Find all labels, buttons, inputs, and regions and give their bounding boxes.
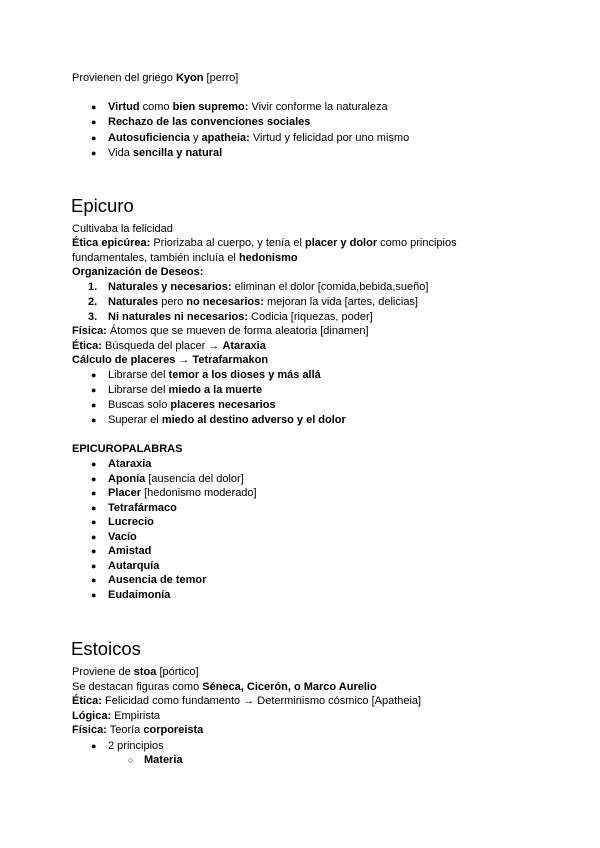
bullet-icon: ●	[91, 385, 97, 395]
sub-list-item: ○ Materia	[128, 754, 183, 766]
list-item: ● Lucrecio	[91, 516, 154, 528]
epicuropalabras-title: EPICUROPALABRAS	[72, 443, 183, 455]
list-item: ● Autosuficiencia y apatheia: Virtud y felicidad por uno mismo	[91, 132, 410, 144]
circle-bullet-icon: ○	[128, 755, 134, 765]
numbered-item: 3. Ni naturales ni necesarios: Codicia [riquezas, poder]	[88, 311, 373, 323]
list-item: ● Vida sencilla y natural	[91, 147, 223, 159]
estoicos-fisica: Física: Teoría corporeista	[72, 724, 204, 736]
estoicos-proviene: Proviene de stoa [pórtico]	[72, 666, 199, 678]
bullet-icon: ●	[91, 370, 97, 380]
bullet-icon: ●	[91, 117, 97, 127]
etica-line: Ética: Búsqueda del placer → Ataraxia	[72, 340, 266, 352]
list-item: ● 2 principios	[91, 740, 164, 752]
kyon-term: Kyon	[175, 72, 204, 84]
etica-epicurea-line-2: fundamentales, también incluía el hedonismo	[72, 252, 298, 264]
heading-epicuro: Epicuro	[71, 195, 134, 216]
list-item: ● Vacío	[91, 531, 137, 543]
list-item: ● Eudaimonía	[91, 589, 171, 601]
bullet-icon: ●	[91, 133, 97, 143]
bullet-icon: ●	[91, 415, 97, 425]
epicuro-intro: Cultivaba la felicidad	[72, 223, 173, 235]
bullet-icon: ●	[91, 474, 97, 484]
bullet-icon: ●	[91, 148, 97, 158]
list-item: ● Tetrafármaco	[91, 502, 177, 514]
list-item: ● Librarse del temor a los dioses y más allá	[91, 369, 321, 381]
bullet-icon: ●	[91, 575, 97, 585]
numbered-item: 2. Naturales pero no necesarios: mejoran la vida [artes, delicias]	[88, 296, 418, 308]
numbered-item: 1. Naturales y necesarios: eliminan el dolor [comida,bebida,sueño]	[88, 281, 429, 293]
list-item: ● Ataraxia	[91, 458, 152, 470]
list-item: ● Ausencia de temor	[91, 574, 207, 586]
bullet-icon: ●	[91, 532, 97, 542]
estoicos-figuras: Se destacan figuras como Séneca, Cicerón, o Marco Aurelio	[72, 681, 377, 693]
bullet-icon: ●	[91, 503, 97, 513]
list-item: ● Amistad	[91, 545, 152, 557]
fisica-line: Física: Átomos que se mueven de forma aleatoria [dinamen]	[72, 325, 369, 337]
bullet-icon: ●	[91, 517, 97, 527]
bullet-icon: ●	[91, 546, 97, 556]
list-item: ● Autarquía	[91, 560, 160, 572]
bullet-icon: ●	[91, 561, 97, 571]
list-item: ● Superar el miedo al destino adverso y el dolor	[91, 414, 346, 426]
bullet-icon: ●	[91, 459, 97, 469]
bullet-icon: ●	[91, 488, 97, 498]
list-item: ● Virtud como bien supremo: Vivir conforme la naturaleza	[91, 101, 388, 113]
intro-line: Provienen del griego Kyon [perro]	[72, 72, 239, 84]
list-item: ● Placer [hedonismo moderado]	[91, 487, 257, 499]
list-item: ● Buscas solo placeres necesarios	[91, 399, 276, 411]
estoicos-etica: Ética: Felicidad como fundamento → Determinismo cósmico [Apatheia]	[72, 695, 422, 707]
estoicos-logica: Lógica: Empirista	[72, 710, 161, 722]
calculo-label: Cálculo de placeres → Tetrafarmakon	[72, 354, 269, 366]
bullet-icon: ●	[91, 741, 97, 751]
bullet-icon: ●	[91, 102, 97, 112]
bullet-icon: ●	[91, 400, 97, 410]
etica-epicurea-line: Ética epicúrea: Priorizaba al cuerpo, y tenía el placer y dolor como principios	[72, 237, 457, 249]
list-item: ● Librarse del miedo a la muerte	[91, 384, 263, 396]
heading-estoicos: Estoicos	[71, 638, 141, 659]
list-item: ● Rechazo de las convenciones sociales	[91, 116, 311, 128]
organizacion-label: Organización de Deseos:	[72, 266, 204, 278]
bullet-icon: ●	[91, 590, 97, 600]
list-item: ● Aponía [ausencia del dolor]	[91, 473, 244, 485]
